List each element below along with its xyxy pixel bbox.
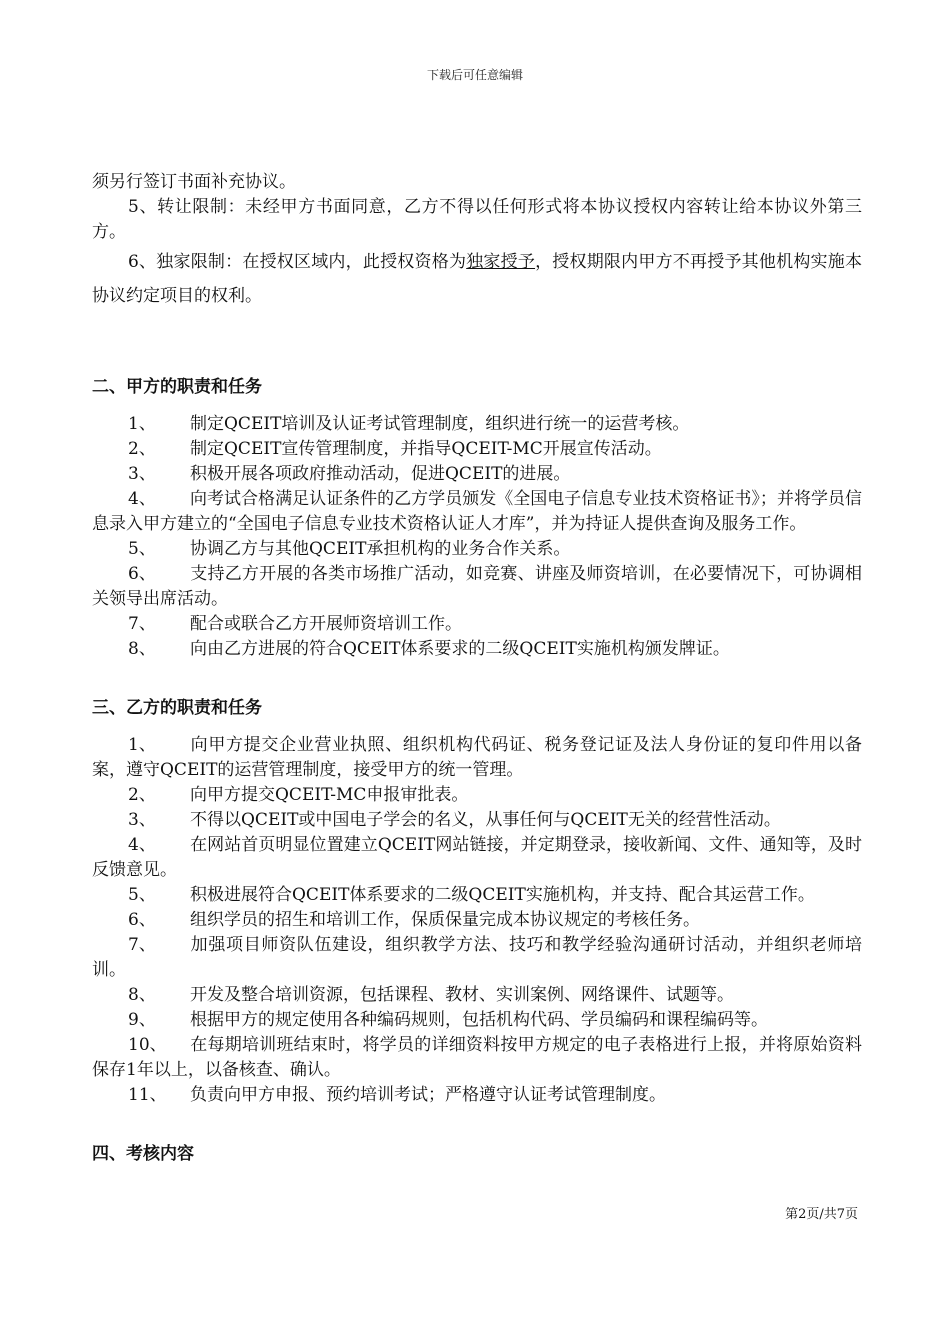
list-item — [92, 908, 862, 933]
list-item — [92, 808, 862, 833]
list-item — [92, 933, 862, 983]
list-item — [92, 733, 862, 783]
clause-text: 6、独家限制：在授权区域内，此授权资格为 — [128, 252, 467, 272]
item-text: 协调乙方与其他QCEIT承担机构的业务合作关系。 — [190, 539, 571, 559]
item-number: 11、 — [128, 1085, 167, 1105]
clause-exclusive-restriction — [92, 245, 862, 313]
item-number: 2、 — [128, 439, 156, 459]
item-text: 组织学员的招生和培训工作，保质保量完成本协议规定的考核任务。 — [190, 910, 700, 930]
page-number: 第2页/共7页 — [785, 1207, 858, 1222]
document-body — [92, 170, 862, 1167]
item-text: 向甲方提交企业营业执照、组织机构代码证、税务登记证及法人身份证的复印件用以备案，遵守QCEIT的运营管理制度，接受甲方的统一管理。 — [92, 735, 862, 780]
item-text: 向由乙方进展的符合QCEIT体系要求的二级QCEIT实施机构颁发牌证。 — [190, 639, 730, 659]
item-number: 3、 — [128, 810, 156, 830]
section-heading: 四、考核内容 — [92, 1144, 194, 1164]
list-item — [92, 883, 862, 908]
list-item — [92, 537, 862, 562]
list-item — [92, 1033, 862, 1083]
list-item — [92, 783, 862, 808]
item-text: 支持乙方开展的各类市场推广活动，如竞赛、讲座及师资培训，在必要情况下，可协调相关领导出席活动。 — [92, 564, 862, 609]
item-text: 在网站首页明显位置建立QCEIT网站链接，并定期登录，接收新闻、文件、通知等，及时反馈意见。 — [92, 835, 862, 880]
item-text: 配合或联合乙方开展师资培训工作。 — [190, 614, 462, 634]
item-text: 积极进展符合QCEIT体系要求的二级QCEIT实施机构，并支持、配合其运营工作。 — [190, 885, 815, 905]
section-heading: 二、甲方的职责和任务 — [92, 377, 262, 397]
item-text: 制定QCEIT宣传管理制度，并指导QCEIT-MC开展宣传活动。 — [190, 439, 662, 459]
item-number: 10、 — [128, 1035, 167, 1055]
clause-transfer-restriction: 5、转让限制：未经甲方书面同意，乙方不得以任何形式将本协议授权内容转让给本协议外第三方。 — [92, 197, 862, 242]
item-text: 积极开展各项政府推动活动，促进QCEIT的进展。 — [190, 464, 571, 484]
list-item — [92, 487, 862, 537]
item-number: 1、 — [128, 735, 156, 755]
list-item — [92, 637, 862, 662]
section-heading: 三、乙方的职责和任务 — [92, 698, 262, 718]
item-number: 7、 — [128, 935, 156, 955]
item-text: 向考试合格满足认证条件的乙方学员颁发《全国电子信息专业技术资格证书》；并将学员信息录入甲方建立的“全国电子信息专业技术资格认证人才库”，并为持证人提供查询及服务工作。 — [92, 489, 862, 534]
list-item — [92, 612, 862, 637]
section2-list — [92, 412, 862, 662]
item-number: 8、 — [128, 639, 156, 659]
item-text: 开发及整合培训资源，包括课程、教材、实训案例、网络课件、试题等。 — [190, 985, 734, 1005]
page-header-note: 下载后可任意编辑 — [426, 68, 523, 82]
item-number: 4、 — [128, 489, 156, 509]
section3-list — [92, 733, 862, 1108]
item-number: 8、 — [128, 985, 156, 1005]
continued-paragraph: 须另行签订书面补充协议。 — [92, 172, 296, 192]
item-number: 3、 — [128, 464, 156, 484]
item-text: 向甲方提交QCEIT-MC申报审批表。 — [190, 785, 469, 805]
item-number: 6、 — [128, 910, 156, 930]
list-item — [92, 562, 862, 612]
list-item — [92, 833, 862, 883]
item-text: 不得以QCEIT或中国电子学会的名义，从事任何与QCEIT无关的经营性活动。 — [190, 810, 781, 830]
item-text: 根据甲方的规定使用各种编码规则，包括机构代码、学员编码和课程编码等。 — [190, 1010, 768, 1030]
item-number: 1、 — [128, 414, 156, 434]
list-item — [92, 412, 862, 437]
item-number: 2、 — [128, 785, 156, 805]
item-number: 4、 — [128, 835, 156, 855]
item-number: 9、 — [128, 1010, 156, 1030]
item-text: 在每期培训班结束时，将学员的详细资料按甲方规定的电子表格进行上报，并将原始资料保存1年以上，以备核查、确认。 — [92, 1035, 862, 1080]
clause-text: ，授权期限内甲方不再授予其他机构实施本协议约定项目的权利。 — [92, 252, 862, 306]
item-number: 7、 — [128, 614, 156, 634]
underlined-term: 独家授予 — [466, 252, 536, 272]
list-item — [92, 462, 862, 487]
item-number: 5、 — [128, 539, 156, 559]
item-text: 加强项目师资队伍建设，组织教学方法、技巧和教学经验沟通研讨活动，并组织老师培训。 — [92, 935, 862, 980]
item-number: 5、 — [128, 885, 156, 905]
list-item — [92, 1008, 862, 1033]
list-item — [92, 1083, 862, 1108]
item-text: 负责向甲方申报、预约培训考试；严格遵守认证考试管理制度。 — [190, 1085, 666, 1105]
list-item — [92, 983, 862, 1008]
item-text: 制定QCEIT培训及认证考试管理制度，组织进行统一的运营考核。 — [190, 414, 690, 434]
list-item — [92, 437, 862, 462]
item-number: 6、 — [128, 564, 156, 584]
